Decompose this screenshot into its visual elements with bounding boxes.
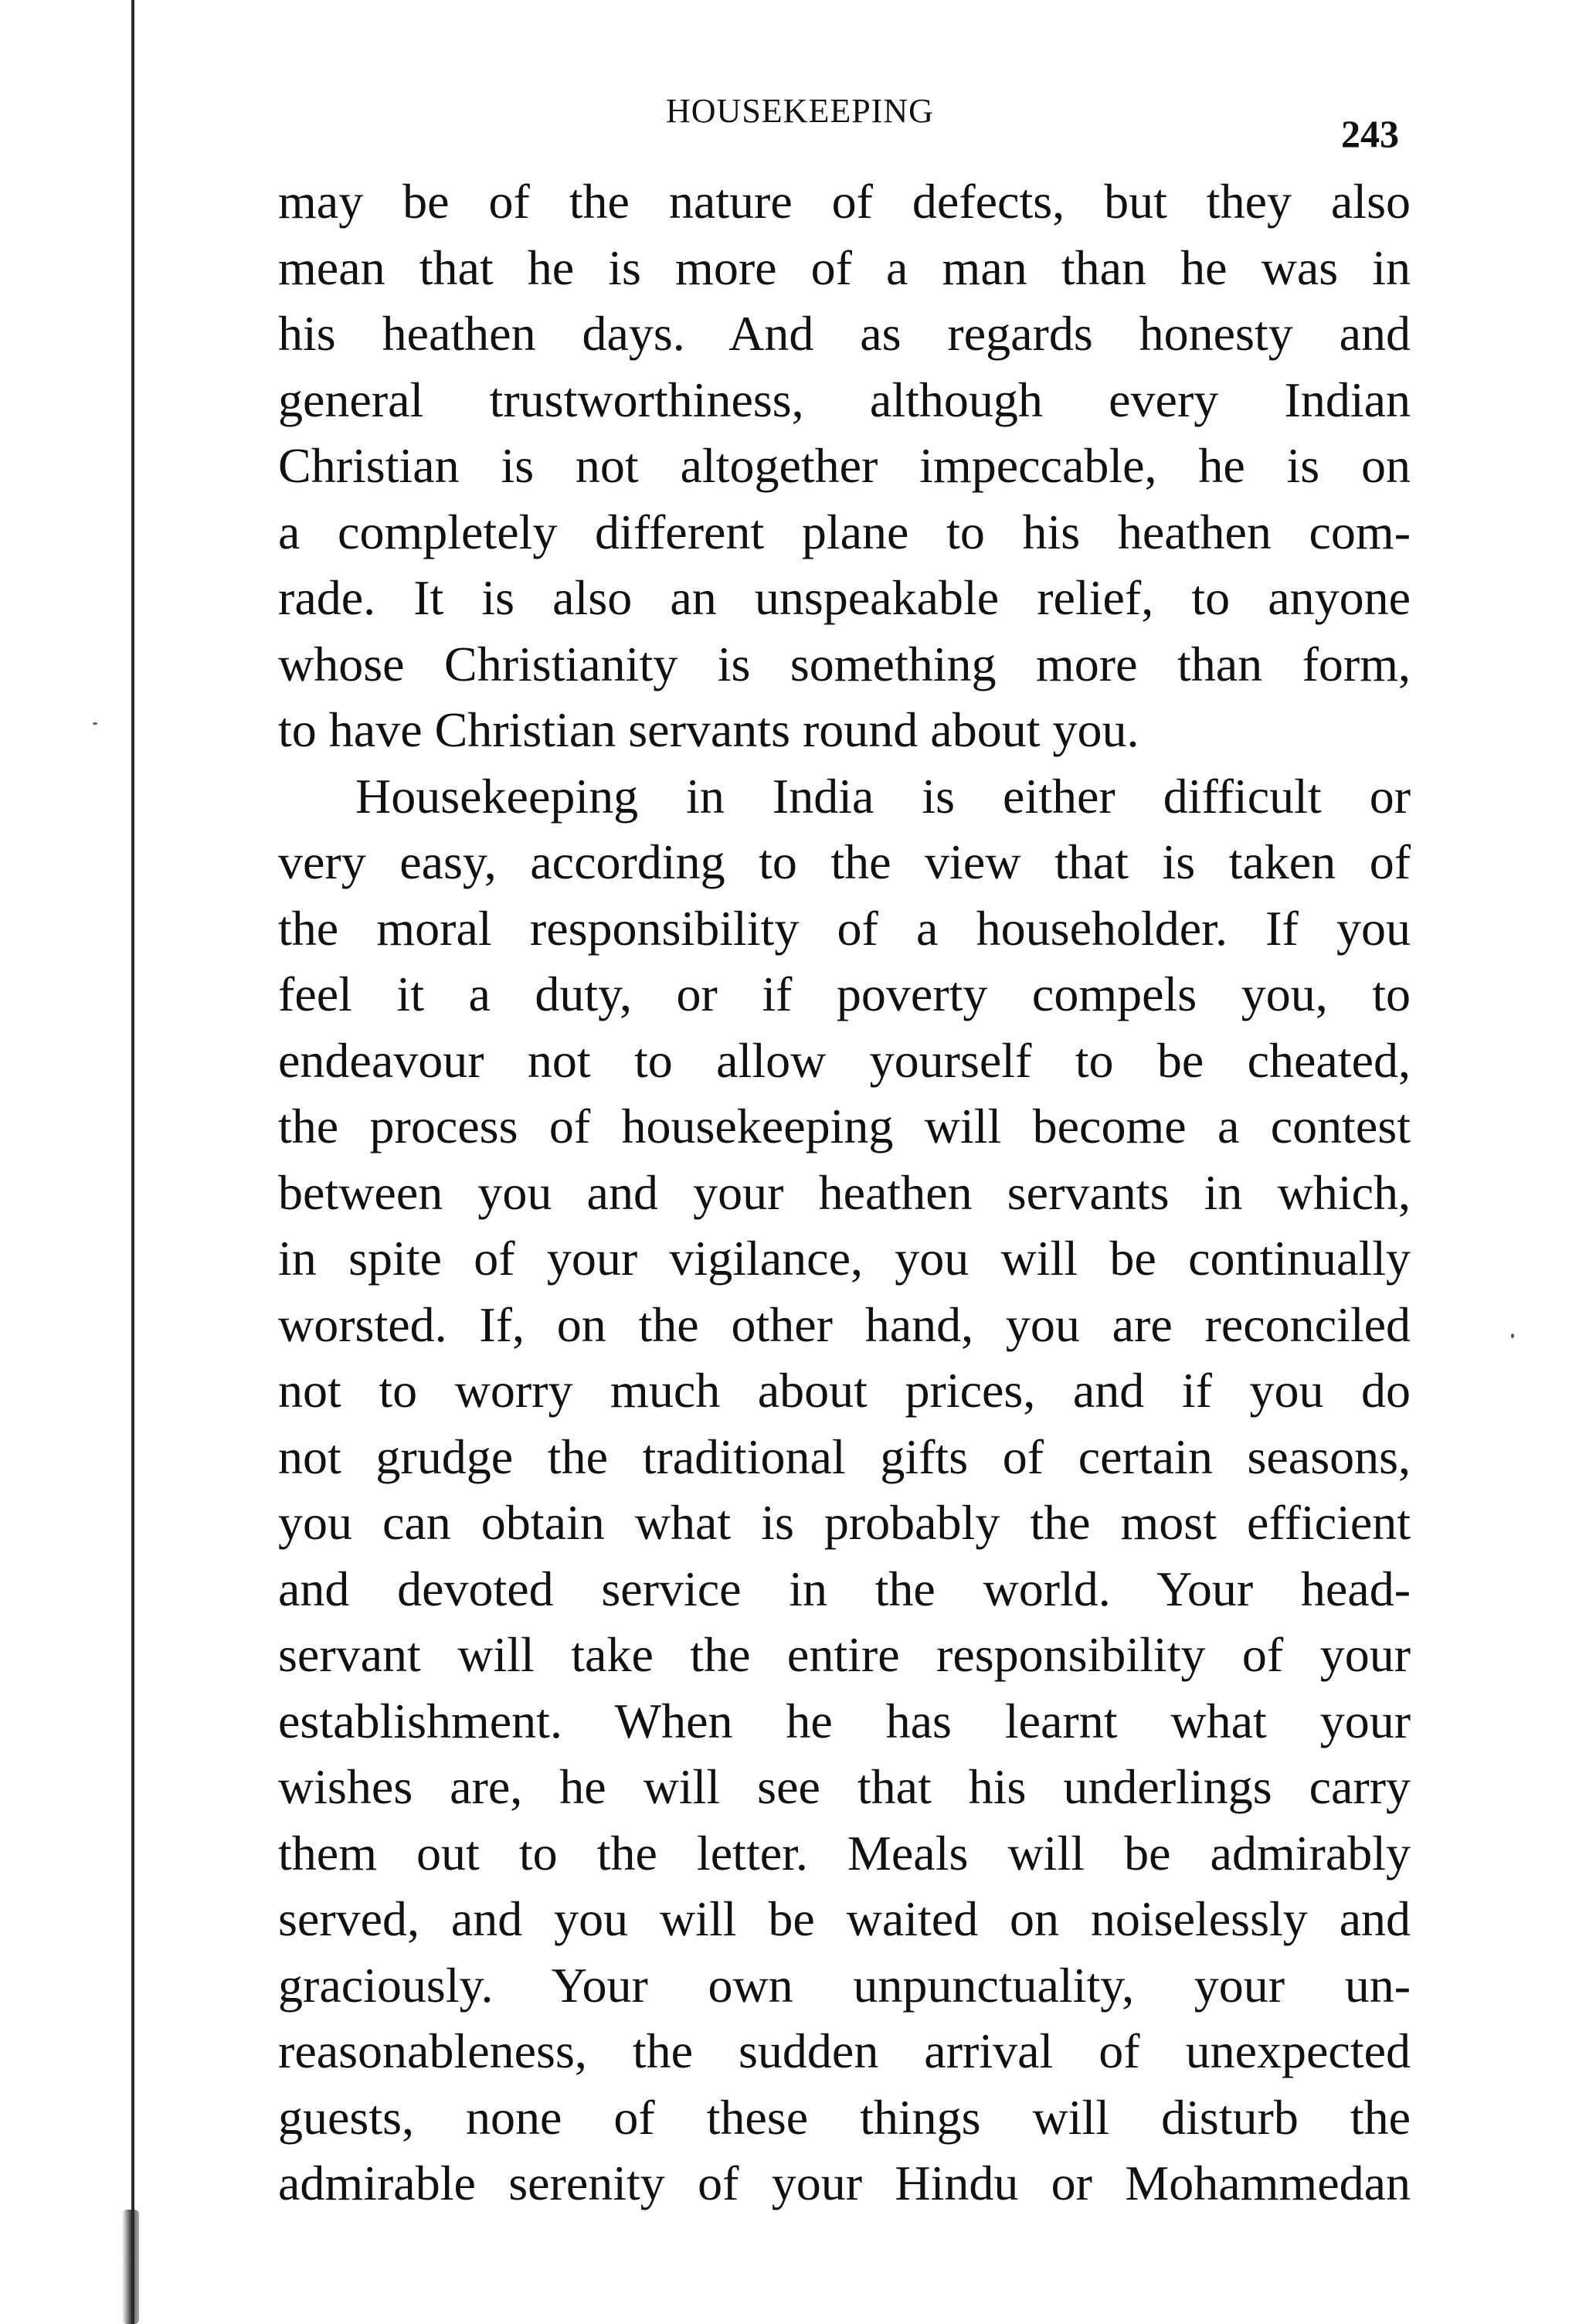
text-line-paragraph-start: Housekeeping in India is either difficult or xyxy=(355,768,1411,824)
paper-speck xyxy=(93,722,97,725)
text-line: guests, none of these things will disturb the xyxy=(278,2089,1411,2145)
text-line: establishment. When he has learnt what your xyxy=(278,1693,1411,1748)
page-binding-edge xyxy=(131,0,134,2324)
text-line: them out to the letter. Meals will be admirably xyxy=(278,1825,1411,1881)
text-line: and devoted service in the world. Your head- xyxy=(278,1561,1411,1616)
text-line: admirable serenity of your Hindu or Mohammedan xyxy=(278,2156,1411,2210)
text-line: very easy, according to the view that is taken of xyxy=(278,834,1411,889)
body-text xyxy=(278,168,1411,2217)
text-line: the process of housekeeping will become a contest xyxy=(278,1099,1411,1154)
text-line: between you and your heathen servants in which, xyxy=(278,1164,1411,1220)
text-line: worsted. If, on the other hand, you are reconciled xyxy=(278,1296,1411,1352)
page-number: 243 xyxy=(1341,112,1399,155)
text-line: feel it a duty, or if poverty compels you, to xyxy=(278,967,1411,1021)
text-line: graciously. Your own unpunctuality, your un- xyxy=(278,1957,1411,2013)
binding-ink-smudge xyxy=(122,2210,139,2324)
text-line: rade. It is also an unspeakable relief, to anyone xyxy=(278,570,1411,625)
text-line: mean that he is more of a man than he was in xyxy=(278,240,1411,295)
text-line: served, and you will be waited on noiselessly and xyxy=(278,1891,1411,1946)
text-line: servant will take the entire responsibility of your xyxy=(278,1627,1411,1682)
text-line: endeavour not to allow yourself to be cheated, xyxy=(278,1032,1411,1088)
text-line: whose Christianity is something more than form, xyxy=(278,636,1411,691)
text-line: in spite of your vigilance, you will be continually xyxy=(278,1231,1411,1286)
text-line: not grudge the traditional gifts of certain seasons, xyxy=(278,1429,1411,1484)
text-line-paragraph-end: to have Christian servants round about you. xyxy=(278,702,1139,757)
text-line: not to worry much about prices, and if you do xyxy=(278,1363,1411,1418)
text-line: a completely different plane to his heathen com- xyxy=(278,504,1411,559)
text-line: may be of the nature of defects, but they also xyxy=(278,174,1411,229)
text-line: general trustworthiness, although every Indian xyxy=(278,372,1411,427)
text-line: the moral responsibility of a householder. If you xyxy=(278,900,1411,956)
text-line: wishes are, he will see that his underlings carry xyxy=(278,1759,1411,1814)
text-line: his heathen days. And as regards honesty and xyxy=(278,306,1411,361)
text-line: Christian is not altogether impeccable, he is on xyxy=(278,438,1411,493)
running-head: HOUSEKEEPING xyxy=(666,92,934,130)
text-line: you can obtain what is probably the most efficient xyxy=(278,1495,1411,1550)
text-line: reasonableness, the sudden arrival of unexpected xyxy=(278,2023,1411,2078)
paper-speck xyxy=(1511,1334,1514,1338)
